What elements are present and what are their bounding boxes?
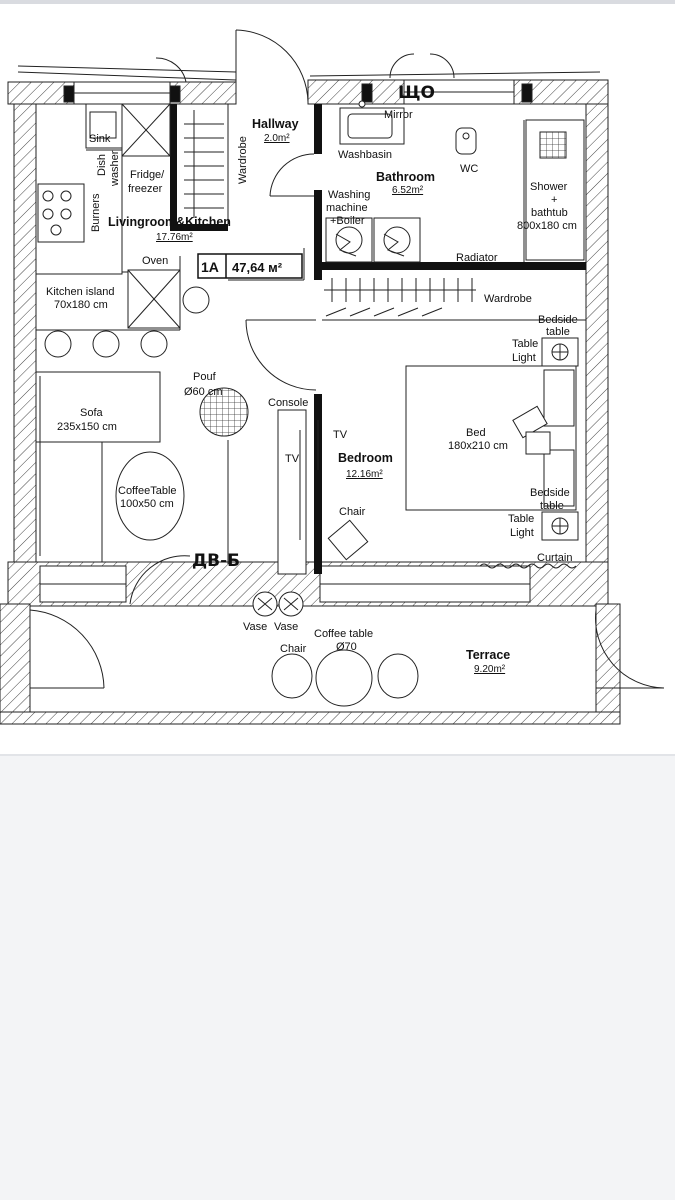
hall-wardrobe-label: Wardrobe: [237, 136, 249, 184]
pouf-label-1: Pouf: [193, 371, 216, 383]
washing-label-2: machine: [326, 202, 368, 214]
floor-plan-image: [0, 4, 675, 754]
table-light-top-1: Table: [512, 338, 539, 350]
dv-b-label: ДВ-Б: [192, 551, 241, 571]
table-light-bottom-1: Table: [508, 513, 535, 525]
washbasin-label: Washbasin: [338, 149, 393, 161]
bedroom-name: Bedroom: [338, 451, 393, 465]
bed-label-2: 180x210 cm: [448, 440, 508, 452]
bedroom-wardrobe-hangers: [324, 278, 476, 316]
hallway-wardrobe-hangers: [184, 110, 224, 218]
fridge-label-1: Fridge/: [130, 169, 165, 181]
pouf-label-2: Ø60 cm: [184, 386, 223, 398]
washing-label-1: Washing: [328, 189, 371, 201]
radiator-label: Radiator: [456, 252, 498, 264]
bedroom-chair-label: Chair: [339, 506, 366, 518]
bedside-top-label-2: table: [546, 326, 570, 338]
sofa-label-2: 235x150 cm: [57, 421, 117, 433]
bathroom-area: 6.52m²: [392, 185, 424, 196]
floor-plan-svg: [0, 4, 675, 754]
livingroom-name: Livingroom&Kitchen: [108, 215, 231, 229]
terrace-chair-label: Chair: [280, 643, 307, 655]
shcho-label: ЩО: [398, 83, 435, 103]
mirror-label: Mirror: [384, 109, 413, 121]
shower-label-4: 800x180 cm: [517, 220, 577, 232]
apartment-total-area: 47,64 м²: [232, 260, 283, 275]
bedside-bottom-label-1: Bedside: [530, 487, 570, 499]
island-label-1: Kitchen island: [46, 286, 115, 298]
table-light-bottom-2: Light: [510, 527, 534, 539]
washing-label-3: +Boiler: [330, 215, 365, 227]
wc-label: WC: [460, 163, 479, 175]
bedroom-tv-label: TV: [333, 429, 348, 441]
apartment-id: 1A: [201, 259, 219, 275]
terrace-coffee-table-label-2: Ø70: [336, 641, 357, 653]
dishwasher-label-1: Dish: [96, 153, 108, 176]
shower-label-1: Shower: [530, 181, 568, 193]
burners-label: Burners: [90, 193, 102, 232]
hallway-name: Hallway: [252, 117, 299, 131]
fridge-label-2: freezer: [128, 183, 163, 195]
bed-label-1: Bed: [466, 427, 486, 439]
vase-label-2: Vase: [274, 621, 299, 633]
coffee-table-label-1: CoffeeTable: [118, 485, 177, 497]
island-label-2: 70x180 cm: [54, 299, 108, 311]
bathroom-name: Bathroom: [376, 170, 436, 184]
hallway-area: 2.0m²: [264, 133, 290, 144]
livingroom-area: 17.76m²: [156, 232, 193, 243]
terrace-coffee-table-label-1: Coffee table: [314, 628, 374, 640]
dishwasher-label-2: washer: [109, 150, 121, 186]
bedside-bottom-label-2: table: [540, 500, 564, 512]
table-light-top-2: Light: [512, 352, 536, 364]
coffee-table-label-2: 100x50 cm: [120, 498, 174, 510]
vase-label-1: Vase: [243, 621, 268, 633]
sink-label: Sink: [89, 133, 111, 145]
sofa-label-1: Sofa: [80, 407, 103, 419]
bedroom-wardrobe-label: Wardrobe: [484, 293, 532, 305]
shower-label-3: bathtub: [531, 207, 568, 219]
terrace-name: Terrace: [466, 648, 511, 662]
bedroom-area: 12.16m²: [346, 469, 383, 480]
living-tv-label: TV: [285, 453, 300, 465]
bedside-top-label-1: Bedside: [538, 314, 578, 326]
oven-label: Oven: [142, 255, 169, 267]
curtain-label: Curtain: [537, 552, 573, 564]
image-bottom-edge: [0, 754, 675, 756]
shower-label-2: +: [551, 194, 558, 206]
parapet: [18, 66, 600, 80]
console-label: Console: [268, 397, 309, 409]
living-furniture: [36, 372, 309, 574]
terrace-area: 9.20m²: [474, 664, 506, 675]
